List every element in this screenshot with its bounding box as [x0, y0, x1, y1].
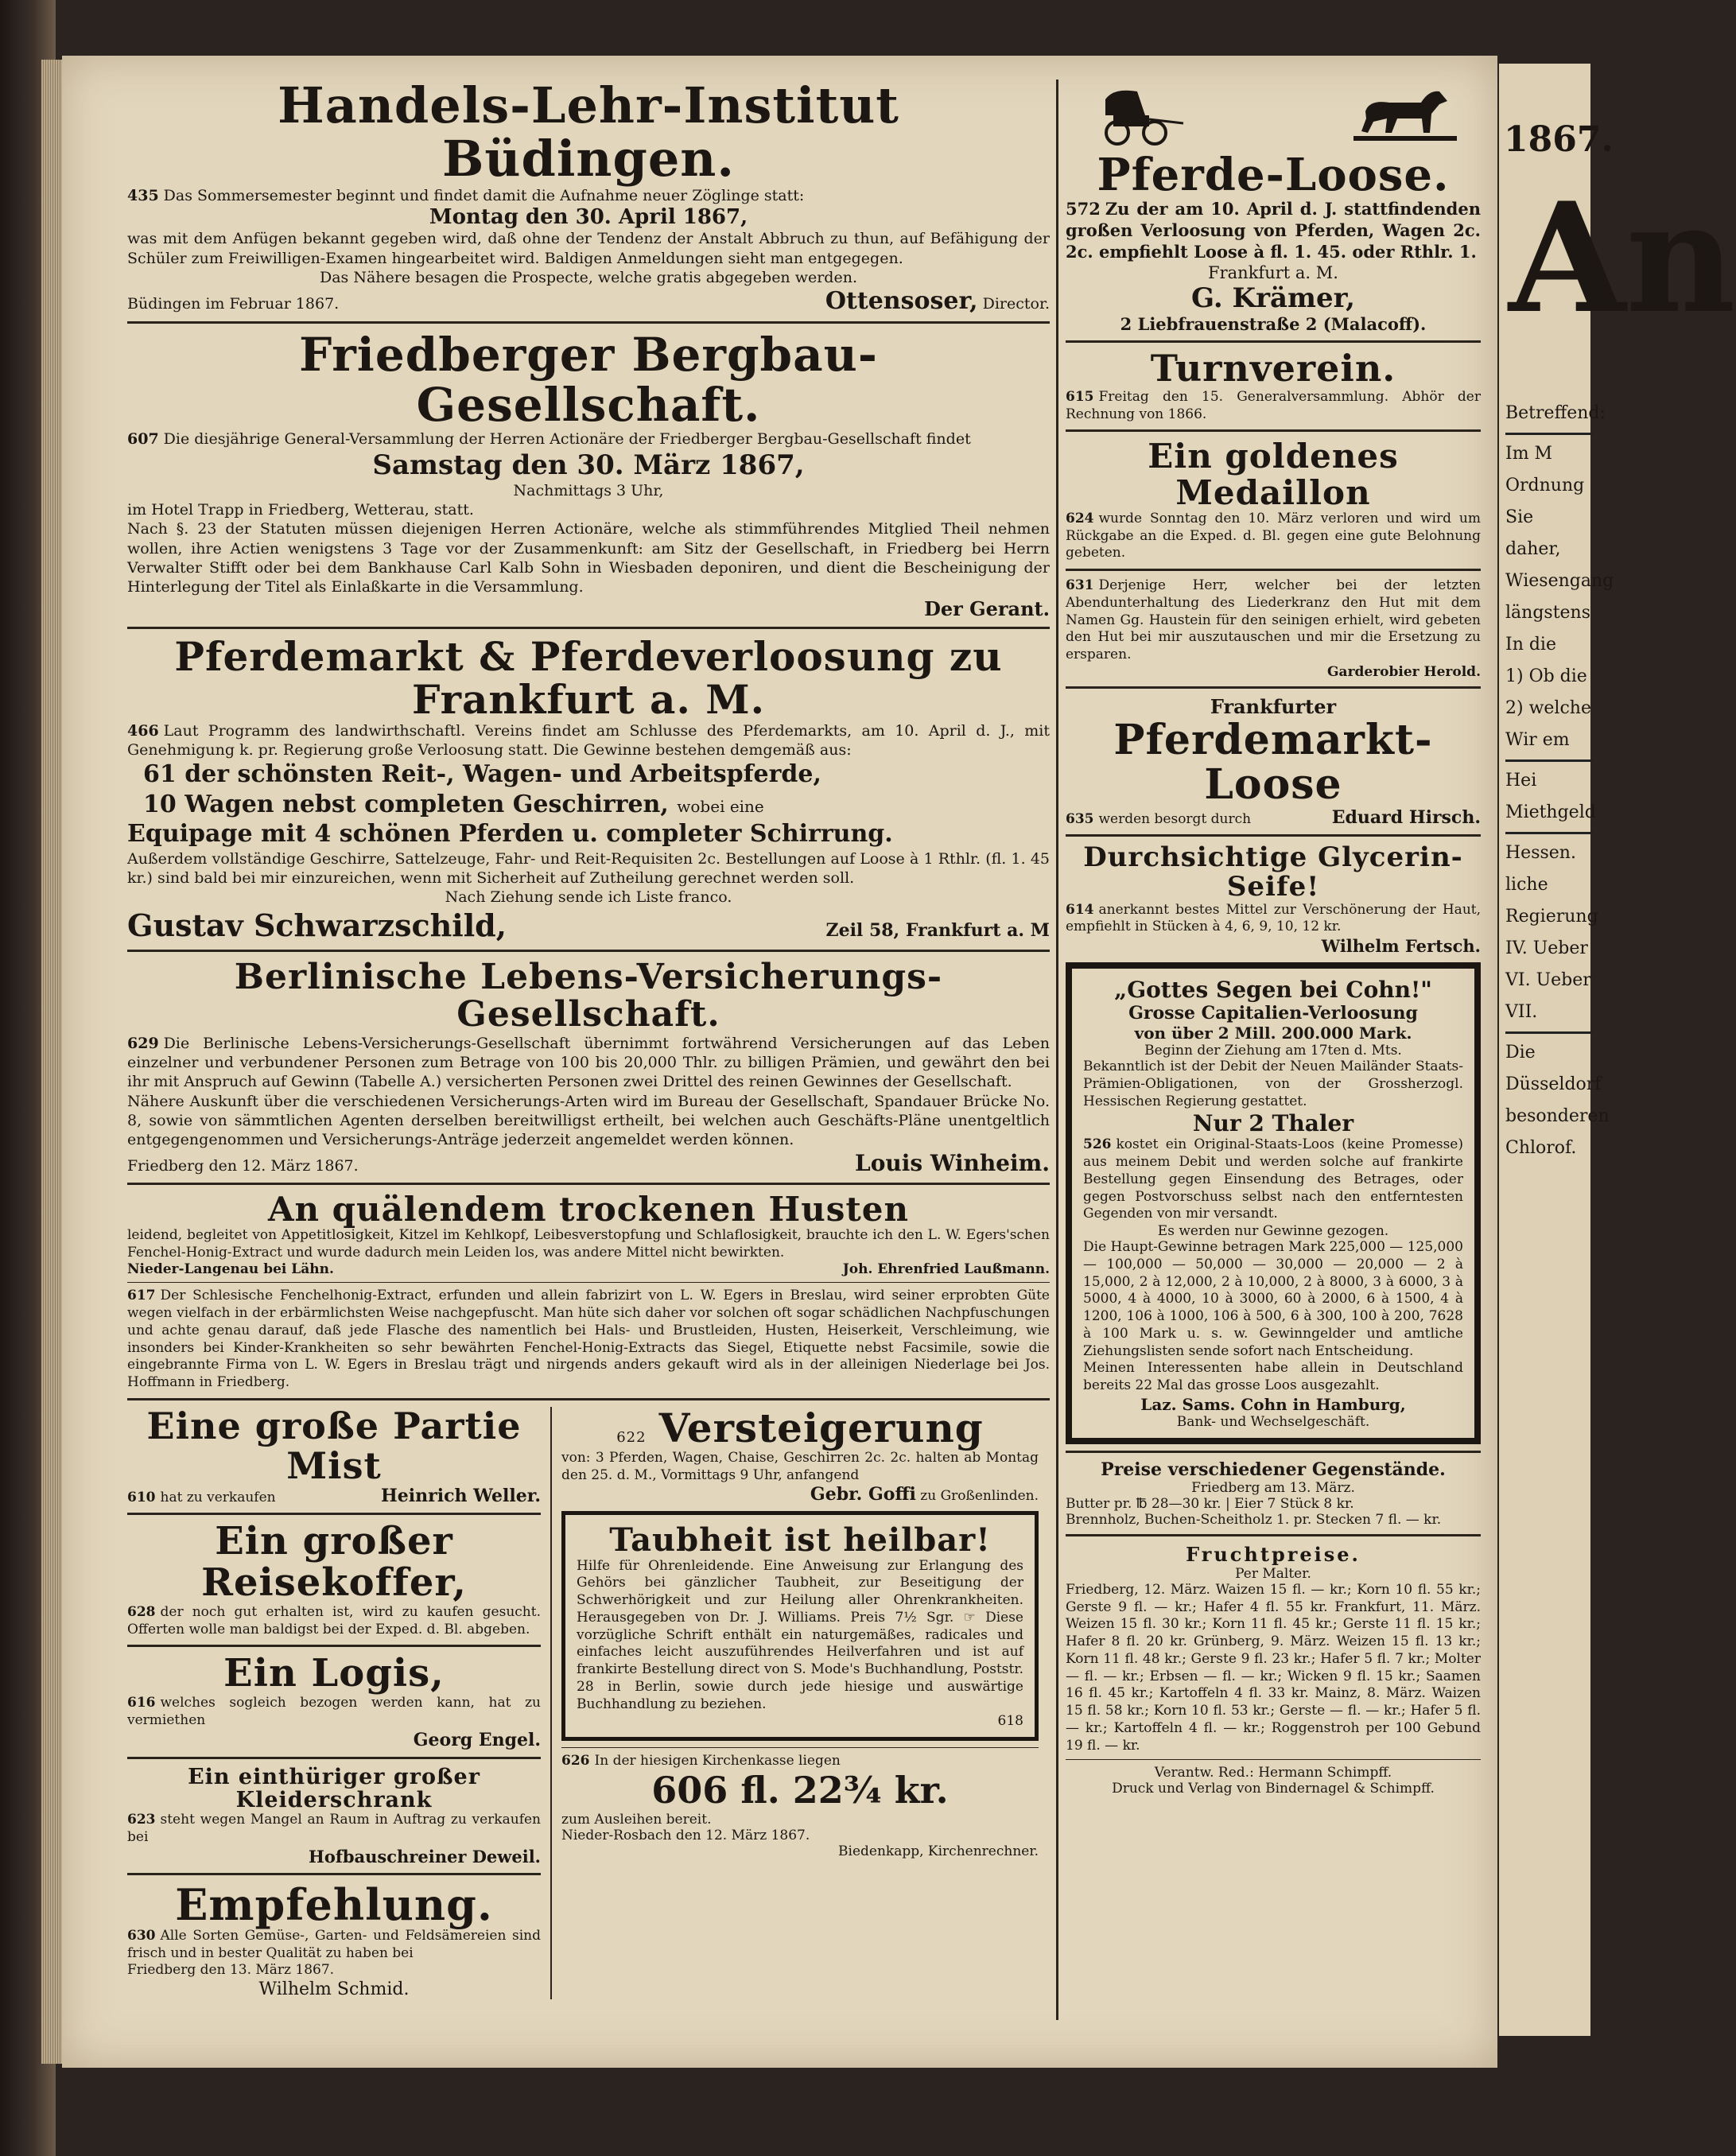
section-title: Preise verschiedener Gegenstände.: [1101, 1459, 1446, 1480]
ad-signer: Laz. Sams. Cohn in Hamburg,: [1140, 1394, 1406, 1414]
ad-body: anerkannt bestes Mittel zur Verschönerung der Haut, empfiehlt in Stücken à 4, 6, 9, 10, 12 kr.: [1066, 901, 1481, 935]
ad-title: Taubheit ist heilbar!: [609, 1521, 991, 1560]
ad-time: Nachmittags 3 Uhr,: [513, 481, 664, 499]
ad-title: Ein großer Reisekoffer,: [201, 1519, 467, 1606]
bottom-left-block: [127, 1404, 1050, 2000]
ad-signer: Gebr. Goffi: [810, 1484, 916, 1505]
ad-place: Nieder-Rosbach den 12. März 1867.: [561, 1828, 810, 1844]
ad-signer: Joh. Ehrenfried Laußmann.: [842, 1261, 1050, 1278]
ad-body: hat zu verkaufen: [160, 1490, 276, 1506]
ad-body: der noch gut erhalten ist, wird zu kaufen gesucht. Offerten wolle man baldigst bei der Exped. d. Bl. abgeben.: [127, 1603, 541, 1637]
ad-empfehlung: [127, 1878, 541, 2000]
ad-hut: [1066, 577, 1481, 680]
ad-body: welches sogleich bezogen werden kann, hat zu vermiethen: [127, 1695, 541, 1728]
ad-number: 629: [127, 1034, 159, 1052]
ad-body: Die Berlinische Lebens-Versicherungs-Gesellschaft übernimmt fortwährend Versicherungen auf das Leben einzelner und verbundener Personen zum Betrage von 100 bis 20,000 Thlr. zu billigen Prämien, und gewährt den bei ihr mit Anspruch auf Gewinn (Tabelle A.) versicherten Personen zwei Drittel des reinen Gewinnes der Gesellschaft.: [127, 1034, 1050, 1091]
column-divider: [1056, 80, 1058, 2020]
next-page-line: VI. Ueber: [1505, 970, 1591, 990]
price-line: Brennholz, Buchen-Scheitholz 1. pr. Stecken 7 fl. — kr.: [1066, 1511, 1442, 1528]
impressum-publisher: Druck und Verlag von Bindernagel & Schimpff.: [1112, 1781, 1435, 1797]
ad-number: 572: [1066, 199, 1101, 219]
left-column: [127, 76, 1050, 2000]
ad-signer: Garderobier Herold.: [1327, 663, 1481, 680]
ad-berlinische: [127, 958, 1050, 1176]
ad-title: Pferde-Loose.: [1097, 149, 1450, 201]
ad-body: Alle Sorten Gemüse-, Garten- und Feldsämereien sind frisch und in bester Qualität zu haben bei: [127, 1927, 541, 1961]
horse-icon: [1353, 84, 1457, 147]
ad-note: Nach Ziehung sende ich Liste franco.: [445, 888, 732, 907]
next-page-line: IV. Ueber: [1505, 938, 1588, 958]
ad-husten: [127, 1191, 1050, 1392]
ad-body: Das Nähere besagen die Prospecte, welche gratis abgegeben werden.: [320, 268, 857, 286]
ad-signer: Gustav Schwarzschild,: [127, 907, 507, 943]
ad-title: Pferdemarkt & Pferdeverloosung zu Frankfurt a. M.: [174, 632, 1003, 723]
ad-number: 624: [1066, 510, 1094, 526]
ad-body: Außerdem vollständige Geschirre, Sattelzeuge, Fahr- und Reit-Requisiten 2c. Bestellungen auf Loose à 1 Rthlr. (fl. 1. 45 kr.) sind bald bei mir einzureichen, wenn mit Sicherheit auf Zutheilung gerechnet werden soll.: [127, 849, 1050, 888]
ad-location: im Hotel Trapp in Friedberg, Wetterau, statt.: [127, 501, 474, 519]
small-ads-column: [127, 1404, 541, 2000]
grain-prices-section: [1066, 1543, 1481, 1755]
carriage-icon: [1089, 84, 1185, 147]
ad-title: Handels-Lehr-Institut Büdingen.: [278, 76, 899, 188]
ad-subtitle: Grosse Capitalien-Verloosung: [1128, 1003, 1418, 1024]
section-sub: Per Malter.: [1235, 1565, 1311, 1582]
ad-medaillon: [1066, 438, 1481, 562]
ad-title: Pferdemarkt-Loose: [1113, 715, 1433, 810]
ad-body: von: 3 Pferden, Wagen, Chaise, Geschirren 2c. 2c. halten ab Montag den 25. d. M., Vormittags 9 Uhr, anfangend: [561, 1449, 1039, 1483]
ad-text: zum Ausleihen bereit.: [561, 1812, 712, 1828]
ad-cohn-lottery: [1066, 962, 1481, 1444]
ad-number: 614: [1066, 901, 1094, 918]
ad-reisekoffer: [127, 1521, 541, 1638]
next-page-line: Wiesengang: [1505, 571, 1614, 591]
ad-kleiderschrank: [127, 1766, 541, 1867]
ad-line: Equipage mit 4 schönen Pferden u. completer Schirrung.: [127, 820, 893, 849]
ad-place: Nieder-Langenau bei Lähn.: [127, 1261, 334, 1278]
ad-body: Freitag den 15. Generalversammlung. Abhör der Rechnung von 1866.: [1066, 388, 1481, 422]
ad-number: 626: [561, 1753, 590, 1769]
page-edges: [41, 60, 64, 2064]
ad-body: Nach §. 23 der Statuten müssen diejenigen Herren Actionäre, welche als stimmführendes Mitglied Theil nehmen wollen, ihre Actien wenigstens 3 Tage vor der Zusammenkunft: am Sitz der Gesellschaft, in Friedberg bei Herrn Verwalter Stifft oder bei dem Bankhause Carl Kalb Sohn in Wiesbaden deponiren, und dient die Bescheinigung der Hinterlegung der Titel als Einlaßkarte in die Versammlung.: [127, 520, 1050, 596]
ad-signer: Der Gerant.: [924, 596, 1050, 620]
section-place: Friedberg am 13. März.: [1191, 1479, 1355, 1496]
ad-kirchenkasse: [561, 1753, 1039, 1859]
ad-line: 10 Wagen nebst completen Geschirren,: [143, 790, 669, 818]
ad-title: Eine große Partie Mist: [146, 1404, 522, 1487]
ad-number: 630: [127, 1927, 156, 1944]
ad-body: Meinen Interessenten habe allein in Deutschland bereits 22 Mal das grosse Loos ausgezahlt.: [1083, 1360, 1463, 1394]
ad-body: Nähere Auskunft über die verschiedenen Versicherungs-Arten wird im Bureau der Gesellschaft, Spandauer Brücke No. 8, sowie von sämmtlichen Agenten derselben bereitwilligst ertheilt, bei welchen auch Geschäfts-Pläne unentgeltlich entgegengenommen und Versicherungs-Anträge jederzeit angemeldet werden können.: [127, 1092, 1050, 1149]
ad-number: 628: [127, 1603, 156, 1620]
ad-logis: [127, 1653, 541, 1750]
ad-start: Beginn der Ziehung am 17ten d. Mts.: [1144, 1043, 1402, 1059]
next-page-line: Hei: [1505, 771, 1537, 791]
next-page-line: Im M: [1505, 444, 1553, 464]
ad-line: wobei eine: [677, 796, 764, 816]
ad-mist: [127, 1404, 541, 1507]
ad-number: 635: [1066, 811, 1094, 828]
right-subcolumn: [561, 1404, 1039, 1999]
ad-number: 617: [127, 1288, 156, 1304]
ad-title: Ein Logis,: [223, 1651, 445, 1696]
ad-taubheit: [561, 1511, 1039, 1741]
next-page-line: Chlorof.: [1505, 1138, 1577, 1158]
ad-signer: Louis Winheim.: [855, 1149, 1050, 1176]
ad-address: Zeil 58, Frankfurt a. M: [825, 919, 1050, 941]
ad-number: 435: [127, 186, 159, 204]
ad-number: 622: [616, 1428, 647, 1446]
ad-title: Friedberger Bergbau-Gesellschaft.: [299, 328, 878, 432]
next-page-line: Hessen.: [1505, 843, 1576, 863]
ad-pferdemarkt-loose: [1066, 695, 1481, 828]
section-title: Fruchtpreise.: [1186, 1542, 1361, 1566]
next-page-line: Wir em: [1505, 730, 1570, 750]
ad-number: 616: [127, 1695, 156, 1711]
ad-body: werden besorgt durch: [1098, 811, 1252, 828]
next-page-line: 2) welche: [1505, 698, 1591, 718]
ad-place: Friedberg den 12. März 1867.: [127, 1156, 359, 1175]
ad-signer: Ottensoser,: [825, 287, 978, 316]
ad-amount: 606 fl. 22¾ kr.: [651, 1769, 949, 1812]
ad-versteigerung: [561, 1404, 1039, 1505]
ad-title: „Gottes Segen bei Cohn!": [1114, 977, 1432, 1004]
ad-body: Zu der am 10. April d. J. stattfindenden großen Verloosung von Pferden, Wagen 2c. 2c. empfiehlt Loose à fl. 1. 45. oder Rthlr. 1.: [1066, 199, 1481, 262]
ad-date: Montag den 30. April 1867,: [429, 205, 748, 230]
ad-number: 607: [127, 430, 159, 449]
ad-handels-institut: [127, 76, 1050, 316]
ad-number: 618: [997, 1713, 1023, 1730]
next-page-line: Die: [1505, 1043, 1536, 1062]
next-page-line: 1) Ob die: [1505, 666, 1587, 686]
ad-body: wurde Sonntag den 10. März verloren und wird um Rückgabe an die Exped. d. Bl. gegen eine gute Belohnung gebeten.: [1066, 510, 1481, 561]
ad-title: Ein einthüriger großer Kleiderschrank: [188, 1764, 480, 1812]
ad-number: 623: [127, 1812, 156, 1828]
next-page-lines: [1505, 398, 1614, 1164]
next-page-line: Sie daher,: [1505, 507, 1561, 559]
ad-text: Die diesjährige General-Versammlung der Herren Actionäre der Friedberger Bergbau-Gesellschaft findet: [163, 430, 971, 449]
ad-note: Es werden nur Gewinne gezogen.: [1157, 1223, 1389, 1240]
ad-title: Durchsichtige Glycerin-Seife!: [1083, 841, 1463, 903]
ad-signer: Wilhelm Fertsch.: [1321, 936, 1481, 957]
next-page-line: liche Regierung: [1505, 875, 1598, 926]
ad-bergbau: [127, 330, 1050, 620]
next-page-masthead: An: [1509, 169, 1736, 347]
ad-number: 631: [1066, 577, 1094, 594]
ad-pferdemarkt: [127, 632, 1050, 943]
ad-signer: G. Krämer,: [1191, 282, 1355, 315]
ad-date: Samstag den 30. März 1867,: [372, 449, 805, 481]
ad-body: Derjenige Herr, welcher bei der letzten Abendunterhaltung des Liederkranz den Hut mit dem Namen Gg. Haustein für den seinigen erhielt, wird gebeten den Hut bei mir auszutauschen und mir die Ersetzung zu ersparen.: [1066, 577, 1481, 663]
illustration: [1066, 80, 1481, 151]
ad-title: Empfehlung.: [175, 1878, 493, 1930]
ad-signer-sub: Bank- und Wechselgeschäft.: [1176, 1413, 1370, 1430]
ad-text: Das Sommersemester beginnt und findet damit die Aufnahme neuer Zöglinge statt:: [163, 186, 805, 204]
right-column: [1066, 80, 1481, 1797]
ad-line: 61 der schönsten Reit-, Wagen- und Arbeitspferde,: [143, 760, 821, 789]
ad-signer: Wilhelm Schmid.: [258, 1979, 410, 2000]
ad-title: Ein goldenes Medaillon: [1148, 437, 1399, 512]
ad-address: 2 Liebfrauenstraße 2 (Malacoff).: [1120, 314, 1427, 335]
next-page-line: Ordnung: [1505, 476, 1585, 495]
ad-body: Hilfe für Ohrenleidende. Eine Anweisung zur Erlangung des Gehörs bei gänzlicher Taubheit, zur Beseitigung der Schwerhörigkeit und zur Heilung aller Ohrenkrankheiten. Herausgegeben von Dr. J. Williams. Preis 7½ Sgr. ☞ Diese vorzügliche Schrift enthält ein naturgemäßes, radicales und einfaches leicht auszuführendes Heilverfahren und ist auf frankirte Bestellung direct von S. Mode's Buchhandlung, Poststr. 28 in Berlin, sowie durch jede hiesige und auswärtige Buchhandlung zu beziehen.: [577, 1557, 1023, 1712]
ad-title: Turnverein.: [1150, 347, 1396, 390]
ad-amount: von über 2 Mill. 200.000 Mark.: [1134, 1024, 1412, 1043]
ad-signer: Eduard Hirsch.: [1331, 807, 1481, 829]
ad-body: was mit dem Anfügen bekannt gegeben wird, daß ohne der Tendenz der Anstalt Abbruch zu thun, auf Befähigung der Schüler zum Freiwilligen-Examen hingearbeitet wird. Baldigen Anmeldungen sieht man entgegegen.: [127, 230, 1050, 267]
next-page-line: besonderen: [1505, 1106, 1610, 1126]
ad-body: leidend, begleitet von Appetitlosigkeit, Kitzel im Kehlkopf, Leibesverstopfung und Schlaflosigkeit, brauchte ich den L. W. Egers'schen Fenchel-Honig-Extract und wurde dadurch mein Leiden los, was andere Mittel nicht bewirkten.: [127, 1226, 1050, 1261]
next-page-edge: [1499, 64, 1736, 2036]
prices-section: [1066, 1459, 1481, 1528]
next-page-year: 1867.: [1504, 119, 1614, 160]
impressum-editor: Verantw. Red.: Hermann Schimpff.: [1154, 1765, 1392, 1781]
ad-text: In der hiesigen Kirchenkasse liegen: [594, 1753, 841, 1769]
next-page-line: Miethgeld: [1505, 802, 1596, 822]
ad-number: 466: [127, 721, 159, 740]
ad-body: Laut Programm des landwirthschaftl. Vereins findet am Schlusse des Pferdemarkts, am 10. April d. J., mit Genehmigung k. pr. Regierung große Verloosung statt. Die Gewinne bestehen demgemäß aus:: [127, 721, 1050, 759]
ad-body: kostet ein Original-Staats-Loos (keine Promesse) aus meinem Debit und werden solche auf frankirte Bestellung gegen Einsendung des Betrages, oder gegen Postvorschuss selbst nach den entferntesten Gegenden von mir versandt.: [1083, 1136, 1463, 1222]
next-page-line: VII.: [1505, 1002, 1538, 1022]
ad-price: Nur 2 Thaler: [1192, 1110, 1354, 1137]
ad-body: steht wegen Mangel an Raum in Auftrag zu verkaufen bei: [127, 1812, 541, 1845]
ad-number: 526: [1083, 1136, 1112, 1153]
grain-prices: Friedberg, 12. März. Waizen 15 fl. — kr.; Korn 10 fl. 55 kr.; Gerste 9 fl. — kr.; Hafer 4 fl. 55 kr. Frankfurt, 11. März. Weizen 15 fl. 30 kr.; Korn 11 fl. 45 kr.; Gerste 11 fl. 15 kr.; Hafer 8 fl. 20 kr. Grünberg, 9. März. Weizen 15 fl. 13 kr.; Korn 11 fl. 48 kr.; Gerste 9 fl. 23 kr.; Hafer 5 fl. 7 kr.; Molter — fl. — kr.; Erbsen — fl. — kr.; Wicken 9 fl. 15 kr.; Saamen 16 fl. 45 kr.; Kartoffeln 4 fl. 33 kr. Mainz, 8. März. Waizen 15 fl. 58 kr.; Korn 10 fl. 53 kr.; Gerste — fl. — kr.; Hafer 5 fl. — kr.; Kartoffeln 4 fl. — kr.; Roggenstroh per 100 Gebund 19 fl. — kr.: [1066, 1581, 1481, 1754]
ad-place: Frankfurt a. M.: [1208, 263, 1338, 283]
ad-signer: Biedenkapp, Kirchenrechner.: [838, 1843, 1039, 1860]
next-page-line: In die: [1505, 635, 1556, 655]
ad-title: Berlinische Lebens-Versicherungs-Gesellschaft.: [234, 956, 943, 1035]
next-page-line: Betreffend:: [1505, 403, 1606, 423]
ad-pretitle: Frankfurter: [1210, 694, 1337, 718]
ad-signer: Georg Engel.: [413, 1729, 541, 1750]
next-page-line: Düsseldorf: [1505, 1074, 1602, 1094]
ad-signer-title: Director.: [982, 295, 1050, 313]
ad-number: 610: [127, 1490, 156, 1506]
price-line: Butter pr. ℔ 28—30 kr. | Eier 7 Stück 8 kr.: [1066, 1495, 1354, 1512]
ad-prizes: Die Haupt-Gewinne betragen Mark 225,000 — 125,000 — 100,000 — 50,000 — 30,000 — 20,000 — 2 à 15,000, 2 à 12,000, 2 à 10,000, 2 à 8000, 3 à 6000, 3 à 5000, 4 à 4000, 10 à 3000, 60 à 2000, 6 à 1500, 4 à 1200, 106 à 1000, 106 à 500, 6 à 300, 100 à 200, 7628 à 100 Mark u. s. w. Gewinngelder und amtliche Ziehungslisten sende sofort nach Entscheidung.: [1083, 1239, 1464, 1359]
ad-title: An quälendem trockenen Husten: [267, 1189, 910, 1229]
ad-number: 615: [1066, 388, 1094, 405]
ad-place: Friedberg den 13. März 1867.: [127, 1962, 335, 1979]
ad-glycerin: [1066, 843, 1481, 956]
ad-pferdeloose: [1066, 80, 1481, 334]
next-page-line: längstens: [1505, 603, 1591, 623]
ad-signer: Heinrich Weller.: [381, 1486, 541, 1507]
ad-body: Bekanntlich ist der Debit der Neuen Mailänder Staats-Prämien-Obligationen, von der Grossherzogl. Hessischen Regierung gestattet.: [1083, 1059, 1463, 1109]
ad-place: zu Großenlinden.: [920, 1488, 1039, 1505]
ad-turnverein: [1066, 349, 1481, 423]
ad-place: Büdingen im Februar 1867.: [127, 295, 340, 313]
ad-signer: Hofbauschreiner Deweil.: [308, 1846, 541, 1867]
ad-title: Versteigerung: [658, 1404, 984, 1451]
ad-body: Der Schlesische Fenchelhonig-Extract, erfunden und allein fabrizirt von L. W. Egers in Breslau, wird seiner erprobten Güte wegen vielfach in der erbärmlichsten Weise nachgepfuscht. Man hüte sich daher vor solchen oft sogar schädlichen Nachpfuschungen und achte genau darauf, daß jede Flasche des namentlich bei Hals- und Brustleiden, Husten, Heiserkeit, Verschleimung, wie insonders bei Kinder-Krankheiten so sehr bewährten Fenchel-Honig-Extracts das Siegel, Etiquette nebst Facsimile, sowie die eingebrannte Firma von L. W. Egers in Breslau trägt und nirgends anders gekauft wird als in der alleinigen Niederlage bei Jos. Hoffmann in Friedberg.: [127, 1288, 1050, 1391]
